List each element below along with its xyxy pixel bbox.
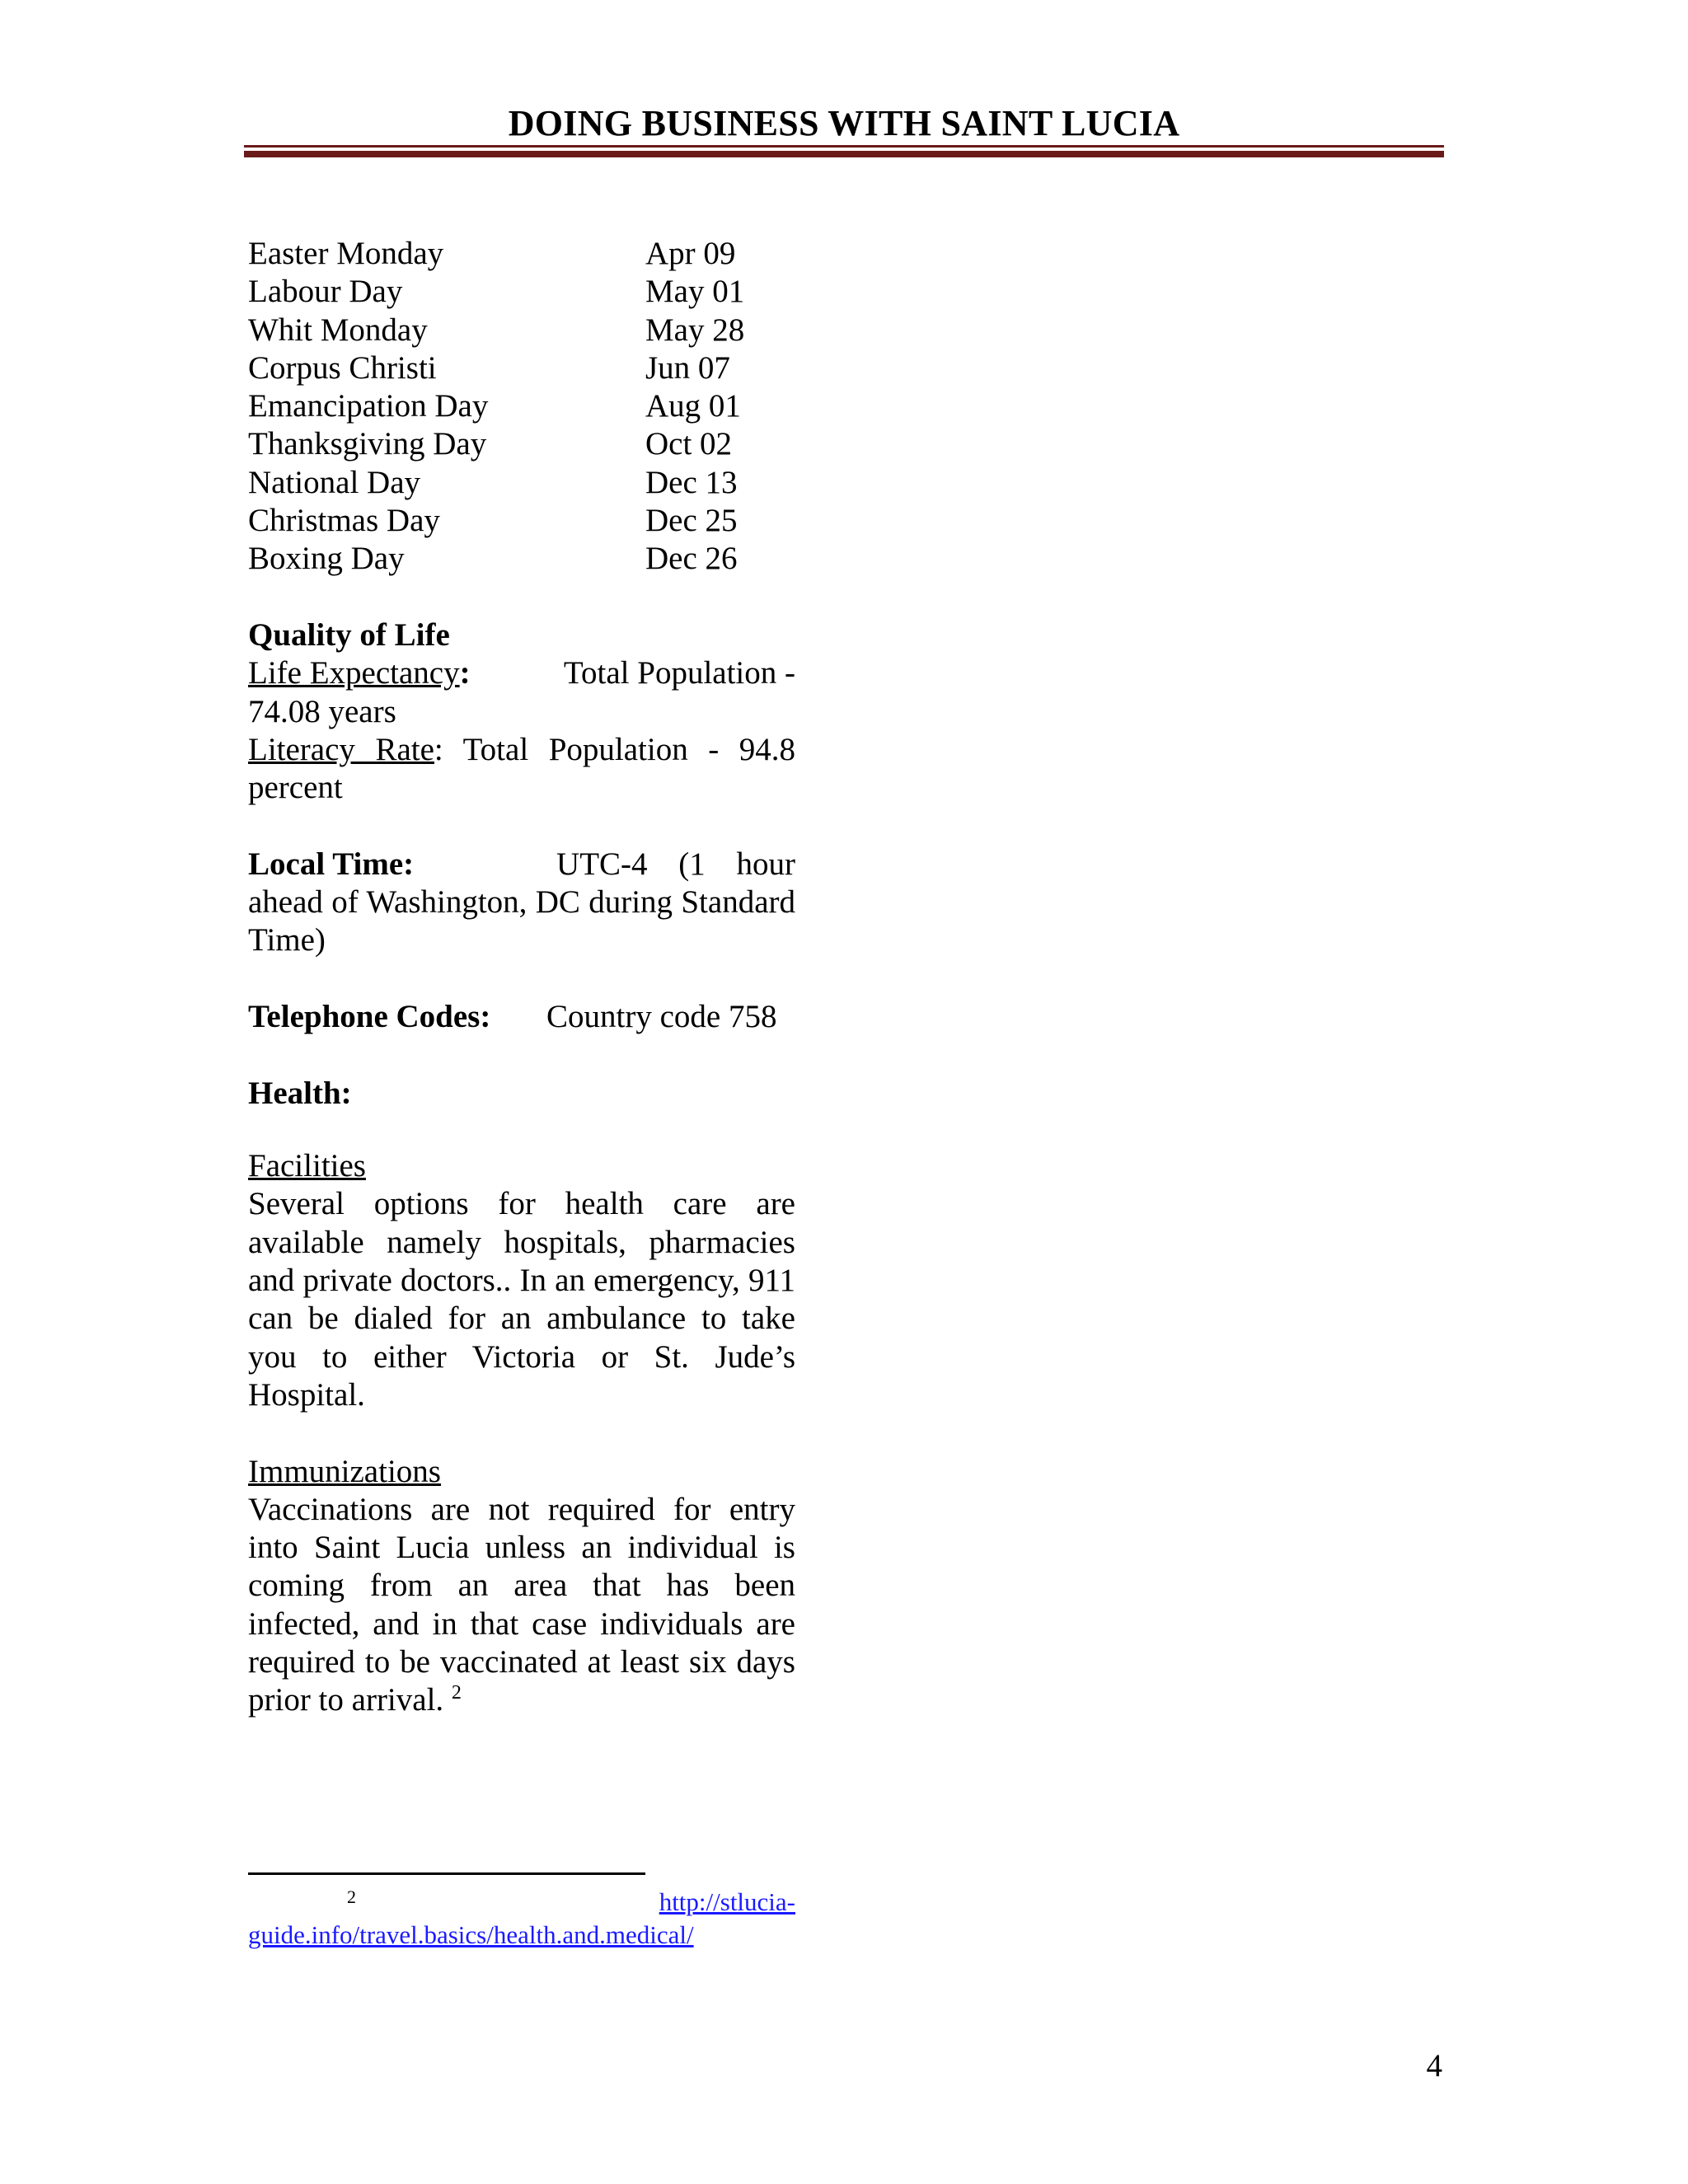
holiday-row <box>248 387 795 425</box>
footnote-link-line-2 <box>248 1919 795 1952</box>
quality-of-life-section <box>248 616 795 807</box>
facilities-text: Several options for health care are available namely hospitals, pharmacies and private doctors.. In an emergency, 911 can be dialed for an ambulance to take you to either Victoria or St. Jude’s Hospital. <box>248 1186 795 1413</box>
telephone-codes-value: Country code 758 <box>546 998 777 1034</box>
holiday-date: May 28 <box>645 312 745 348</box>
local-time-label: Local Time: <box>248 846 415 882</box>
holiday-row <box>248 235 795 273</box>
spacer <box>248 1036 795 1074</box>
holiday-row <box>248 273 795 311</box>
holiday-name: Corpus Christi <box>248 349 437 386</box>
holiday-row <box>248 540 795 578</box>
holiday-date: Dec 26 <box>645 541 738 577</box>
main-content <box>248 235 795 1720</box>
holiday-date: Aug 01 <box>645 388 741 424</box>
holiday-name: National Day <box>248 464 421 500</box>
literacy-rate-label: Literacy Rate <box>248 731 434 767</box>
holiday-row <box>248 502 795 540</box>
health-heading: Health: <box>248 1075 352 1111</box>
facilities-heading: Facilities <box>248 1148 366 1184</box>
spacer <box>248 1113 795 1151</box>
holiday-date: Apr 09 <box>645 236 736 271</box>
life-expectancy-line <box>248 654 795 692</box>
footnote <box>248 1886 795 1952</box>
page-number: 4 <box>1426 2048 1442 2083</box>
local-time-value-cont: ahead of Washington, DC during Standard Time) <box>248 884 795 958</box>
holiday-date: Oct 02 <box>645 426 733 462</box>
header-rule-thick <box>244 151 1444 157</box>
footnote-reference: 2 <box>451 1682 462 1704</box>
holiday-name: Christmas Day <box>248 503 440 539</box>
immunizations-text: Vaccinations are not required for entry into Saint Lucia unless an individual is coming from an area that has been infected, and in that case individuals are required to be vaccinated at least six days prior to arrival. <box>248 1491 795 1718</box>
holiday-row <box>248 349 795 387</box>
holiday-name: Emancipation Day <box>248 388 489 424</box>
header-rule-thin <box>244 145 1444 148</box>
immunizations-paragraph <box>248 1491 795 1720</box>
holiday-name: Thanksgiving Day <box>248 426 487 462</box>
holiday-date: Dec 13 <box>645 464 738 500</box>
holiday-row <box>248 464 795 502</box>
holiday-row <box>248 425 795 463</box>
footnote-link[interactable]: http://stlucia- <box>659 1887 795 1916</box>
life-expectancy-value-cont: 74.08 years <box>248 693 396 729</box>
footnote-separator <box>248 1872 645 1875</box>
holiday-name: Labour Day <box>248 274 403 310</box>
local-time-section <box>248 846 795 960</box>
facilities-section <box>248 1147 795 1414</box>
holiday-date: Jun 07 <box>645 349 730 386</box>
immunizations-section <box>248 1453 795 1720</box>
holiday-name: Easter Monday <box>248 236 444 271</box>
local-time-line <box>248 846 795 883</box>
holiday-name: Whit Monday <box>248 312 428 348</box>
telephone-codes-label: Telephone Codes: <box>248 998 491 1034</box>
local-time-value: UTC-4 (1 hour <box>556 846 795 882</box>
footnote-mark: 2 <box>347 1886 356 1907</box>
spacer <box>248 807 795 845</box>
life-expectancy-colon: : <box>459 655 471 691</box>
literacy-rate-value: : Total Population - 94.8 percent <box>248 731 795 806</box>
life-expectancy-value: Total Population - <box>563 655 795 691</box>
spacer <box>248 579 795 616</box>
holiday-date: May 01 <box>645 274 745 310</box>
immunizations-heading: Immunizations <box>248 1453 441 1489</box>
holiday-date: Dec 25 <box>645 503 738 539</box>
quality-of-life-heading: Quality of Life <box>248 616 450 653</box>
spacer <box>248 960 795 998</box>
telephone-codes-line <box>248 998 795 1036</box>
spacer <box>248 1414 795 1452</box>
holiday-list <box>248 235 795 579</box>
life-expectancy-label: Life Expectancy <box>248 655 460 691</box>
page-header-title: DOING BUSINESS WITH SAINT LUCIA <box>508 103 1180 143</box>
footnote-link-cont[interactable]: guide.info/travel.basics/health.and.medical/ <box>248 1920 694 1949</box>
footnote-link-line-1 <box>248 1886 795 1919</box>
holiday-row <box>248 312 795 349</box>
holiday-name: Boxing Day <box>248 541 405 577</box>
literacy-rate-paragraph <box>248 731 795 808</box>
